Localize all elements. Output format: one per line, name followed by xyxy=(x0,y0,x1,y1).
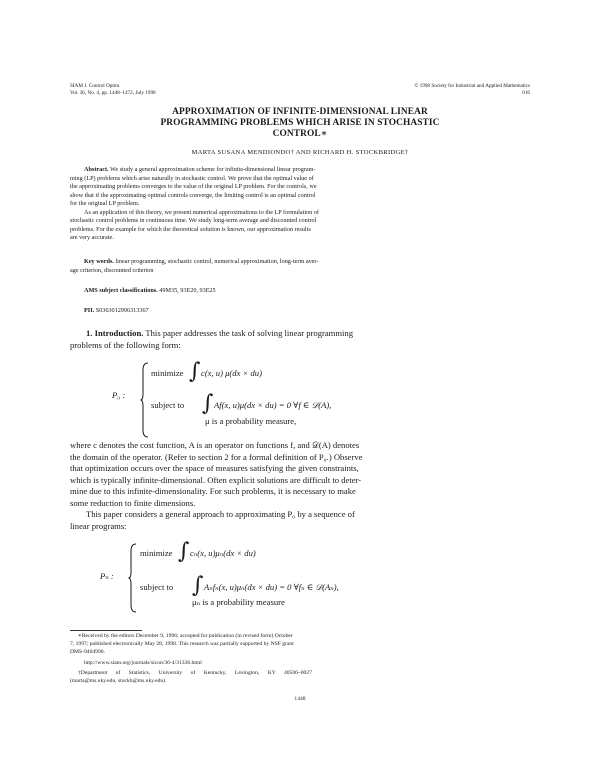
p0-label: P₀ : xyxy=(112,390,126,400)
integral-icon: ∫ xyxy=(189,359,201,384)
footnote-url[interactable]: http://www.siam.org/journals/sicon/36-4/31336.html xyxy=(84,660,202,666)
p0-constraint: Af(x, u)μ(dx × du) = 0 ∀f ∈ 𝒟(A), xyxy=(214,400,332,410)
abstract-line-7: stochastic control problems in continuous time. We study long-term average and discounted control xyxy=(70,217,317,224)
abstract-line-4: show that if the approximating optimal controls converge, the limiting control is an optimal control xyxy=(70,191,316,199)
volume-info: Vol. 36, No. 4, pp. 1448–1472, July 1998 xyxy=(70,90,156,96)
title-line-3: CONTROL∗ xyxy=(272,129,328,139)
pn-subject-to: subject to xyxy=(140,582,174,592)
intro-text-1: This paper addresses the task of solving linear programming xyxy=(145,328,354,338)
footnote-2-line-2: (marta@ms.uky.edu, stockb@ms.uky.edu). xyxy=(70,678,167,684)
keywords-text: linear programming, stochastic control, numerical approximation, long-term aver- xyxy=(115,258,319,265)
intro-line-2: problems of the following form: xyxy=(70,339,181,350)
footnote-2-line-1: †Department of Statistics, University of Kentucky, Lexington, KY 40506–0027 xyxy=(78,670,312,676)
text-line-8: linear programs: xyxy=(70,520,127,531)
keywords-label: Key words. xyxy=(84,258,114,265)
integral-icon: ∫ xyxy=(178,539,190,564)
footnote-1-line-1: ∗Received by the editors December 9, 1996; accepted for publication (in revised form) October xyxy=(78,633,293,639)
intro-line-1 xyxy=(86,328,353,339)
authors: MARTA SUSANA MENDIONDO† AND RICHARD H. STOCKBRIDGE† xyxy=(191,149,409,156)
abstract-line-5: for the original LP problem. xyxy=(70,200,140,207)
footnote-1-line-3: DMS-9404990. xyxy=(70,649,105,655)
article-number: 016 xyxy=(522,90,530,96)
abstract-line-9: are very accurate. xyxy=(70,234,114,241)
pn-objective: cₙ(x, u)μₙ(dx × du) xyxy=(190,548,256,558)
pn-minimize: minimize xyxy=(140,548,173,558)
footnote-1-line-2: 7, 1997; published electronically May 28, 1998. This research was partially supported by NSF grant xyxy=(70,641,294,647)
p0-probability: μ is a probability measure, xyxy=(205,416,297,426)
text-line-6: some reduction to finite dimensions. xyxy=(70,497,196,508)
abstract-line-3: the approximating problems converges to the value of the original LP problem. For the controls, we xyxy=(70,183,317,190)
pii-value: S0363012996313367 xyxy=(95,307,149,314)
ams-label: AMS subject classifications. xyxy=(84,287,158,294)
abstract-line-8: problems. For the example for which the theoretical solution is known, our approximation results xyxy=(70,225,311,233)
abstract-line-6: As an application of this theory, we present numerical approximations to the LP formulation of xyxy=(84,208,319,216)
journal-name: SIAM J. Control Optim. xyxy=(70,83,121,89)
pii xyxy=(84,307,149,316)
text-line-7: This paper considers a general approach to approximating P₀ by a sequence of xyxy=(86,509,355,519)
ams-value: 49M35, 93E20, 93E25 xyxy=(159,287,216,294)
page-number: 1448 xyxy=(294,696,306,702)
abstract-text: We study a general approximation scheme for infinite-dimensional linear program- xyxy=(110,166,316,173)
keywords-line-1 xyxy=(84,258,318,267)
pn-label: Pₙ : xyxy=(100,571,114,581)
p0-minimize: minimize xyxy=(151,368,184,378)
text-line-4: which is typically infinite-dimensional. Often explicit solutions are difficult to deter- xyxy=(70,474,362,485)
text-line-3: that optimization occurs over the space of measures satisfying the given constraints, xyxy=(70,463,359,473)
abstract-line-1 xyxy=(84,166,316,175)
p0-subject-to: subject to xyxy=(151,400,185,410)
integral-icon: ∫ xyxy=(202,391,214,416)
p0-left-brace xyxy=(140,362,150,438)
pn-constraint: Aₙfₙ(x, u)μₙ(dx × du) = 0 ∀fₙ ∈ 𝒟(Aₙ), xyxy=(204,582,339,592)
copyright-notice: © 1998 Society for Industrial and Applied Mathematics xyxy=(414,83,530,89)
pn-probability: μₙ is a probability measure xyxy=(192,597,285,607)
ams-classifications xyxy=(84,287,216,296)
integral-icon: ∫ xyxy=(192,573,204,598)
pn-left-brace xyxy=(128,543,138,613)
footnote-rule xyxy=(70,630,142,631)
abstract-line-2: ming (LP) problems which arise naturally in stochastic control. We prove that the optimal value of xyxy=(70,174,314,182)
keywords-line-2: age criterion, discounted criterion xyxy=(70,266,154,274)
title-line-1: APPROXIMATION OF INFINITE-DIMENSIONAL LINEAR xyxy=(172,107,428,117)
pii-label: PII. xyxy=(84,307,95,314)
title-line-2: PROGRAMMING PROBLEMS WHICH ARISE IN STOCHASTIC xyxy=(160,118,440,128)
text-line-1: where c denotes the cost function, A is an operator on functions f, and 𝒟(A) denotes xyxy=(70,440,360,450)
text-line-5: mine due to this infinite-dimensionality. For such problems, it is necessary to make xyxy=(70,486,356,496)
abstract-label: Abstract. xyxy=(84,166,109,173)
text-line-2: the domain of the operator. (Refer to section 2 for a formal definition of P₀.) Observe xyxy=(70,451,363,462)
p0-objective: c(x, u) μ(dx × du) xyxy=(201,368,262,378)
section-heading-introduction: 1. Introduction. xyxy=(86,328,144,338)
